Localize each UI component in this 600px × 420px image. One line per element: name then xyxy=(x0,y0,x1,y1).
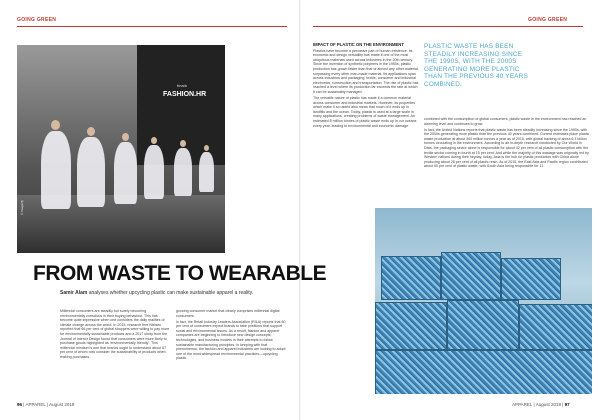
subheading: IMPACT OF PLASTIC ON THE ENVIRONMENT xyxy=(313,43,404,47)
top-rule-left xyxy=(17,26,287,27)
plastic-bales-photo xyxy=(375,208,592,394)
paragraph: The versatile nature of plastic has made it a common material across consumer and industrial markets. However, its properties which make it so useful also mean that much of it ends up in landfills and the ocean. Today, plastic is used at a large scale in many applications, creating problems of waste management. An estimated 8 million tonnes of plastic waste ends up in our oceans every year, leading to environmental and economic damage. xyxy=(313,96,417,128)
plastic-bale xyxy=(381,256,441,300)
photo-credit: © Imaginify xyxy=(20,199,24,215)
footer-left: 96 | APPAREL | August 2019 xyxy=(17,402,75,407)
publication-name-left: APPAREL xyxy=(25,402,46,407)
body-column-1 xyxy=(60,309,170,395)
section-tag-right: GOING GREEN xyxy=(528,17,568,23)
issue-date-left: August 2019 xyxy=(49,402,75,407)
issue-date-right: August 2019 xyxy=(535,402,561,407)
paragraph: Millennial consumers are steadily but surely becoming environmentally conscious in their buying behaviour. This has become quite impressive when one considers the daily realities of climate change across the world. In 2015, research firm Nielsen reported that 66 per cent of global shoppers were willing to pay more for environmentally sustainable products and a 2017 study from the Journal of Interior Design found that consumers were more likely to purchase goods highlighted as ‘environmentally friendly’. This millennial mindset is one that brands ought to understand about 67 per cent of whom now consider the sustainability of products when making purchases. xyxy=(60,309,170,359)
plastic-bale xyxy=(375,350,592,394)
body-column-2 xyxy=(176,309,286,395)
plastic-bale xyxy=(375,302,447,350)
page-number-right: 97 xyxy=(564,402,570,407)
photo-brand-small: fmark xyxy=(177,83,187,88)
paragraph: In fact, the Retail Industry Leaders Association (RILA) reports that 60 per cent of consumers expect brands to take positions that support social and environmental issues. As a result, fashion and apparel companies are beginning to introduce new design concepts, technologies, and business models in their attempts to follow sustainable manufacturing principles. In keeping with that phenomenon, the fashion and apparel industries are looking to adopt one of the most widespread environmental practices—upcycling plastic. xyxy=(176,319,286,361)
paragraph: Plastics have become a pervasive part of human existence. Its economic and design versatility has made it one of the most ubiquitous materials used across industries in the 20th century. Since the invention of synthetic polymers in the 1950s, plastic production has grown faster than that of almost any other material, surpassing every other man-made material. Its applications span across industries and packaging, textile, consumer and industrial electronics, construction and transportation. The rise of plastic has reached a level where its production far exceeds the rate at which it can be sustainably managed. xyxy=(313,48,419,94)
runway-photo xyxy=(17,45,225,253)
paragraph: combined with the consumption of global consumers, plastic waste in the environment has reached an alarming level and continues to grow. xyxy=(424,117,587,126)
page-gutter xyxy=(299,0,301,420)
pull-quote: PLASTIC WASTE HAS BEEN STEADILY INCREASING SINCE THE 1990S, WITH THE 2000S GENERATING MORE PLASTIC THAN THE PREVIOUS 40 YEARS COMBINED. xyxy=(424,43,529,88)
section-tag-left: GOING GREEN xyxy=(17,17,57,23)
plastic-bale xyxy=(519,304,592,350)
paragraph: growing consumer market that clearly comprises millennial digital consumers. xyxy=(176,309,280,318)
article-headline: FROM WASTE TO WEARABLE xyxy=(33,262,327,285)
byline-text: analyses whether upcycling plastic can make sustainable apparel a reality. xyxy=(87,290,254,296)
byline xyxy=(60,290,290,296)
page-number-left: 96 xyxy=(17,402,23,407)
photo-brand: FASHION.HR xyxy=(163,91,207,98)
byline-author: Samir Alam xyxy=(60,290,88,296)
plastic-bale xyxy=(447,300,519,350)
body-column-4 xyxy=(424,117,590,205)
top-rule-right xyxy=(313,26,583,27)
paragraph: In fact, the United Nations reports that plastic waste has been steadily increasing since the 1990s, with the 2000s generating more plastic than the previous 40 years combined. Current estimates place plastic waste production at about 300 million tonnes a year as of 2015, with global tracking of about 6.3 billion tonnes circulating in the environment. According to an in-depth research conducted by Our World in Data, the packaging sector alone is responsible for about 42 per cent of all plastic consumption with the textile sector coming in fourth at 15 per cent. And while the majority of this wastage was originally led by Western nations during their heyday, today, Asia is the hub for plastic production with China alone producing about 28 per cent of all plastic resin. As of 2015, the East Asia and Pacific region contributed about 60 per cent of plastic waste, with South Asia being responsible for 11 xyxy=(424,127,590,169)
plastic-bale xyxy=(501,258,561,300)
publication-name-right: APPAREL xyxy=(512,402,533,407)
plastic-bale xyxy=(441,252,501,300)
footer-right: APPAREL | August 2019 | 97 xyxy=(512,402,570,407)
